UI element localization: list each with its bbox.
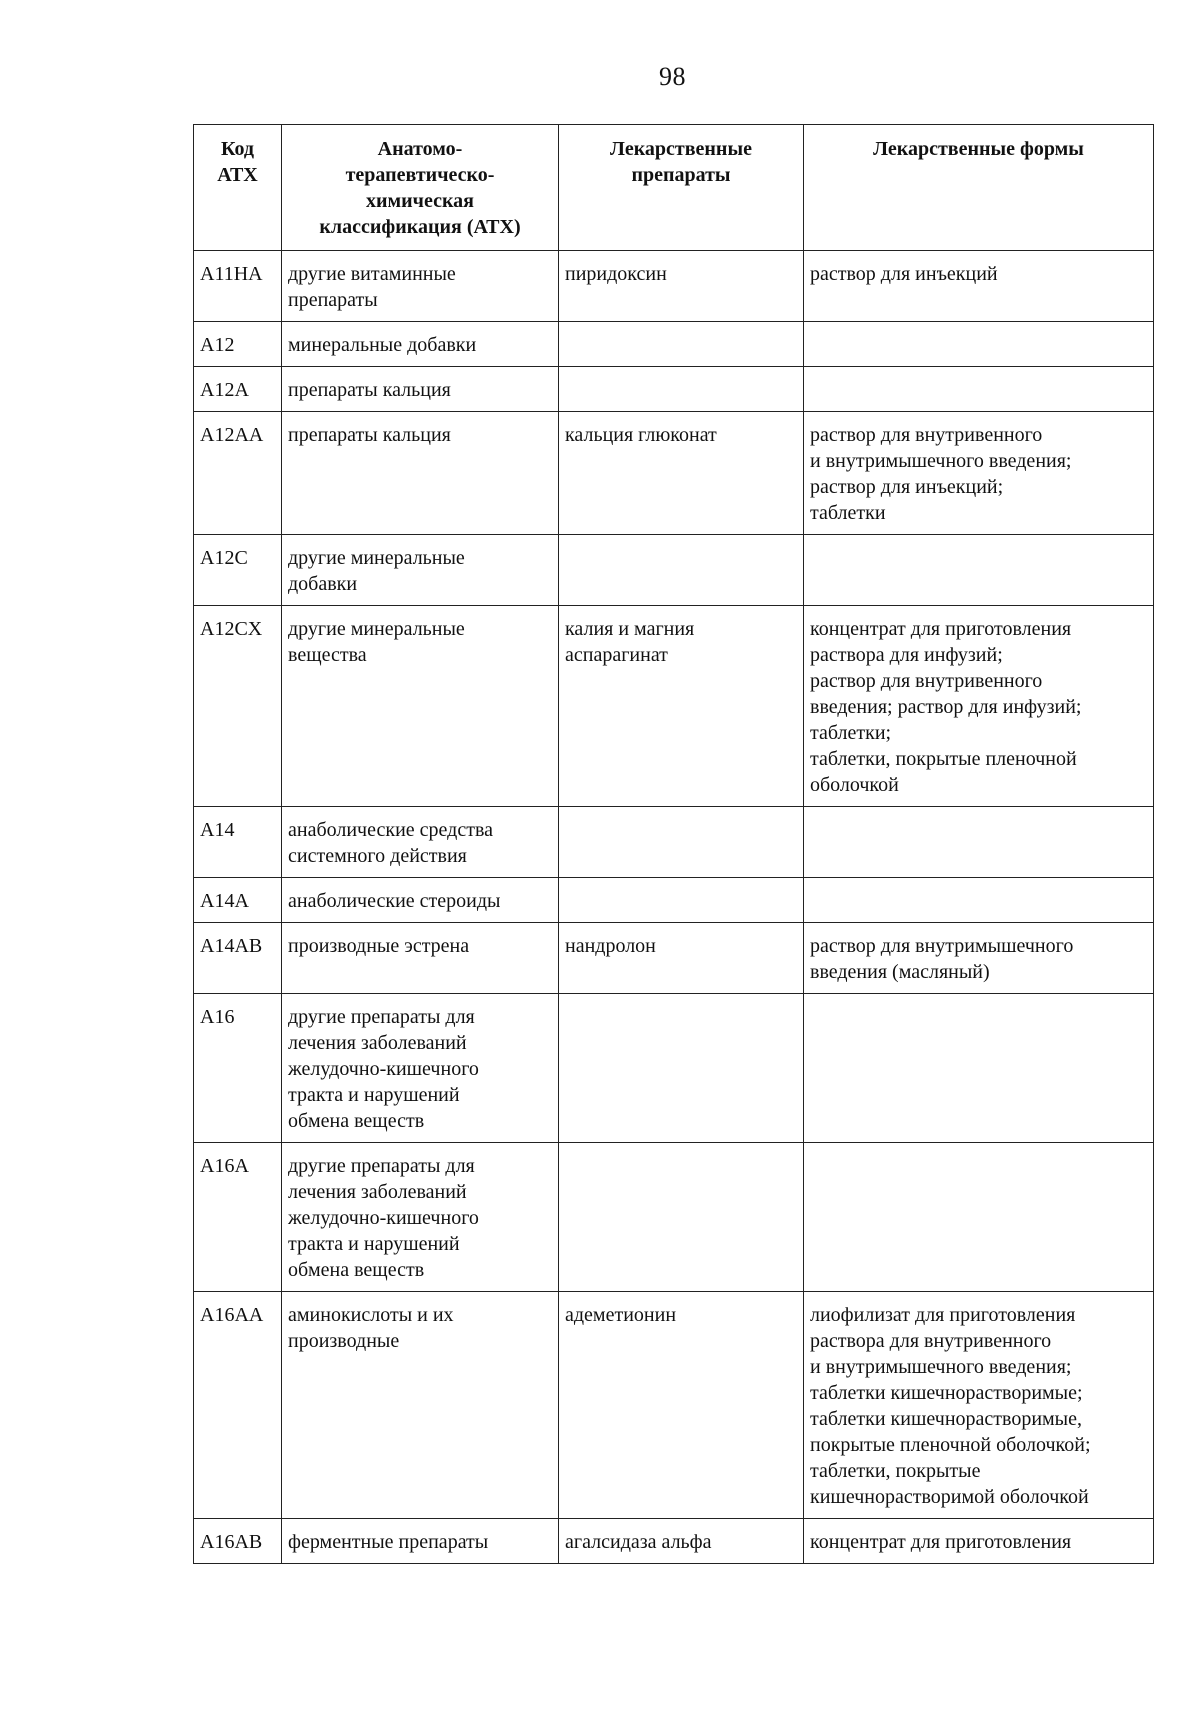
table-row (194, 1143, 1154, 1292)
drug-cell: кальция глюконат (559, 412, 804, 535)
header-classification: Анатомо- терапевтическо- химическая классификация (АТХ) (282, 125, 559, 251)
atx-code-cell: A12 (194, 322, 282, 367)
drug-cell (559, 994, 804, 1143)
dosage-form-cell (804, 322, 1154, 367)
drug-cell: нандролон (559, 923, 804, 994)
classification-cell: производные эстрена (282, 923, 559, 994)
classification-cell: другие препараты для лечения заболеваний желудочно-кишечного тракта и нарушений обмена веществ (282, 1143, 559, 1292)
table-row (194, 412, 1154, 535)
dosage-form-cell: раствор для внутривенного и внутримышечного введения; раствор для инъекций; таблетки (804, 412, 1154, 535)
header-row (194, 125, 1154, 251)
atx-code-cell: A16AB (194, 1519, 282, 1564)
classification-cell: другие минеральные добавки (282, 535, 559, 606)
atx-code-cell: A14 (194, 807, 282, 878)
dosage-form-cell (804, 878, 1154, 923)
atx-code-cell: A12AA (194, 412, 282, 535)
classification-cell: другие минеральные вещества (282, 606, 559, 807)
atx-code-cell: A12A (194, 367, 282, 412)
page-number: 98 (659, 62, 686, 91)
table-row (194, 606, 1154, 807)
classification-cell: другие препараты для лечения заболеваний желудочно-кишечного тракта и нарушений обмена веществ (282, 994, 559, 1143)
dosage-form-cell: раствор для инъекций (804, 251, 1154, 322)
drug-cell (559, 878, 804, 923)
table-row (194, 923, 1154, 994)
table-row (194, 322, 1154, 367)
dosage-form-cell (804, 367, 1154, 412)
atx-code-cell: A16 (194, 994, 282, 1143)
dosage-form-cell (804, 807, 1154, 878)
atx-code-cell: A12CX (194, 606, 282, 807)
classification-cell: минеральные добавки (282, 322, 559, 367)
atx-code-cell: A14AB (194, 923, 282, 994)
table-row (194, 1519, 1154, 1564)
classification-cell: аминокислоты и их производные (282, 1292, 559, 1519)
classification-cell: препараты кальция (282, 367, 559, 412)
atx-code-cell: A11HA (194, 251, 282, 322)
classification-cell: анаболические средства системного действия (282, 807, 559, 878)
table-header (194, 125, 1154, 251)
header-code: Код АТХ (194, 125, 282, 251)
header-drugs: Лекарственные препараты (559, 125, 804, 251)
header-dosage-forms: Лекарственные формы (804, 125, 1154, 251)
classification-cell: препараты кальция (282, 412, 559, 535)
table-row (194, 367, 1154, 412)
drug-cell (559, 1143, 804, 1292)
atx-code-cell: A16A (194, 1143, 282, 1292)
atx-code-cell: A14A (194, 878, 282, 923)
dosage-form-cell (804, 535, 1154, 606)
drug-cell (559, 807, 804, 878)
classification-cell: другие витаминные препараты (282, 251, 559, 322)
table-row (194, 878, 1154, 923)
table-row (194, 994, 1154, 1143)
classification-cell: анаболические стероиды (282, 878, 559, 923)
table-row (194, 1292, 1154, 1519)
drug-cell (559, 367, 804, 412)
drug-cell (559, 535, 804, 606)
drug-cell: агалсидаза альфа (559, 1519, 804, 1564)
dosage-form-cell: раствор для внутримышечного введения (масляный) (804, 923, 1154, 994)
atx-code-cell: A16AA (194, 1292, 282, 1519)
dosage-form-cell (804, 1143, 1154, 1292)
classification-cell: ферментные препараты (282, 1519, 559, 1564)
drug-cell: калия и магния аспарагинат (559, 606, 804, 807)
table-body (194, 251, 1154, 1564)
dosage-form-cell: лиофилизат для приготовления раствора для внутривенного и внутримышечного введения; таблетки кишечнорастворимые; таблетки кишечнорастворимые, покрытые пленочной оболочкой; таблетки, покрытые кишечнорастворимой оболочкой (804, 1292, 1154, 1519)
dosage-form-cell: концентрат для приготовления раствора для инфузий; раствор для внутривенного введения; раствор для инфузий; таблетки; таблетки, покрытые пленочной оболочкой (804, 606, 1154, 807)
atx-code-cell: A12C (194, 535, 282, 606)
table-row (194, 535, 1154, 606)
drug-cell: адеметионин (559, 1292, 804, 1519)
dosage-form-cell: концентрат для приготовления (804, 1519, 1154, 1564)
drug-cell (559, 322, 804, 367)
table-row (194, 251, 1154, 322)
atx-drug-table (193, 124, 1154, 1564)
table-row (194, 807, 1154, 878)
drug-cell: пиридоксин (559, 251, 804, 322)
dosage-form-cell (804, 994, 1154, 1143)
